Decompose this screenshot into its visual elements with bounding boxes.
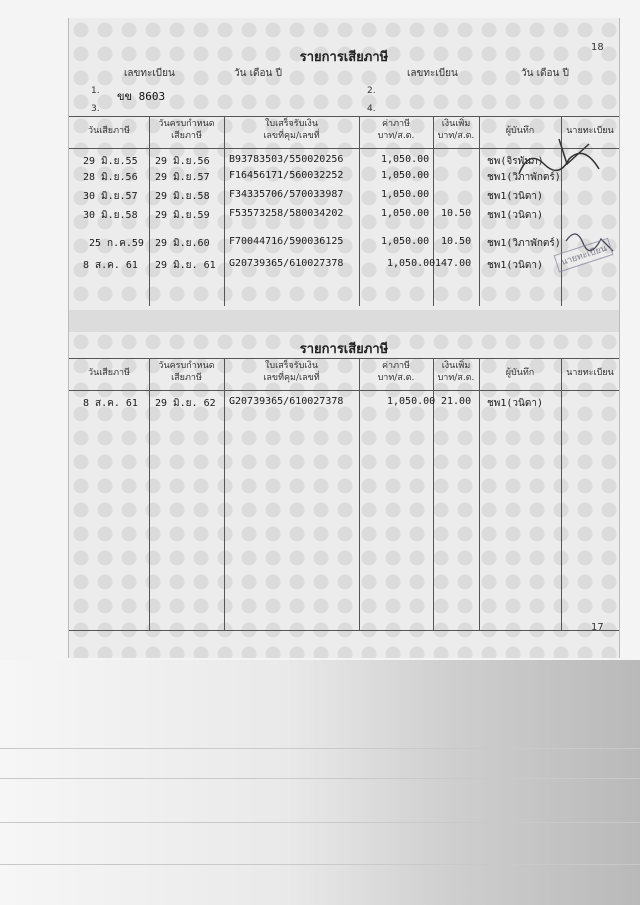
cell-due-date: 29 มิ.ย.59 — [155, 210, 210, 221]
cell-receipt: F53573258/580034202 — [229, 208, 344, 219]
reg-index-2: 2. — [367, 86, 376, 96]
section2-table — [69, 358, 619, 630]
date1-label: วัน เดือน ปี — [234, 68, 282, 79]
scan-artifact-line — [0, 778, 640, 779]
cell-due-date: 29 มิ.ย.57 — [155, 172, 210, 183]
cell-due-date: 29 มิ.ย.56 — [155, 156, 210, 167]
th-pay-date: วันเสียภาษี — [88, 368, 130, 378]
th-due-date: วันครบกำหนด เสียภาษี — [158, 119, 215, 141]
scan-artifact-line — [0, 822, 640, 823]
cell-due-date: 29 มิ.ย. 62 — [155, 398, 216, 409]
cell-recorder: ชพ1(วนิดา) — [487, 398, 544, 409]
cell-tax: 1,050.00 — [381, 189, 430, 200]
th-receipt: ใบเสร็จรับเงิน เลขที่คุม/เลขที่ — [263, 361, 320, 383]
registrar-stamp: นายทะเบียน — [554, 238, 614, 273]
scan-shadow — [0, 660, 640, 905]
plate-number: ขข 8603 — [117, 90, 166, 103]
cell-surcharge: 10.50 — [441, 236, 472, 247]
reg-index-4: 4. — [367, 104, 376, 114]
th-tax: ค่าภาษี บาท/ส.ต. — [377, 361, 415, 383]
cell-tax: 1,050.00 — [381, 208, 430, 219]
cell-pay-date: 30 มิ.ย.58 — [83, 210, 138, 221]
cell-recorder: ชพ1(วิภาพักตร์) — [487, 172, 561, 183]
cell-tax: 1,050.00 — [381, 154, 430, 165]
section2-title: รายการเสียภาษี — [299, 342, 389, 357]
th-registrar: นายทะเบียน — [566, 368, 614, 378]
cell-tax: 1,050.00 — [381, 170, 430, 181]
cell-receipt: F16456171/560032252 — [229, 170, 344, 181]
page-number-bottom: 17 — [591, 622, 604, 633]
cell-pay-date: 28 มิ.ย.56 — [83, 172, 138, 183]
cell-pay-date: 8 ส.ค. 61 — [83, 260, 138, 271]
th-recorder: ผู้บันทึก — [505, 368, 535, 378]
signature-mark — [499, 134, 609, 194]
th-recorder: ผู้บันทึก — [505, 126, 535, 136]
cell-recorder: ชพ(จิรพันภ) — [487, 156, 544, 167]
page-number-top: 18 — [591, 42, 604, 53]
cell-recorder: ชพ1(วนิดา) — [487, 210, 544, 221]
cell-due-date: 29 มิ.ย.58 — [155, 191, 210, 202]
cell-receipt: B93783503/550020256 — [229, 154, 344, 165]
cell-recorder: ชพ1(วนิดา) — [487, 260, 544, 271]
cell-pay-date: 30 มิ.ย.57 — [83, 191, 138, 202]
cell-recorder: ชพ1(วิภาพักตร์) — [487, 238, 561, 249]
th-pay-date: วันเสียภาษี — [88, 126, 130, 136]
cell-receipt: F34335706/570033987 — [229, 189, 344, 200]
cell-recorder: ชพ1(วนิดา) — [487, 191, 544, 202]
reg-index-3: 3. — [91, 104, 100, 114]
section1-table — [69, 116, 619, 306]
cell-surcharge: 147.00 — [435, 258, 472, 269]
cell-surcharge: 21.00 — [441, 396, 472, 407]
section-separator — [69, 310, 619, 332]
th-tax: ค่าภาษี บาท/ส.ต. — [377, 119, 415, 141]
reg2-label: เลขทะเบียน — [407, 68, 458, 79]
cell-surcharge: 10.50 — [441, 208, 472, 219]
scan-artifact-line — [0, 748, 640, 749]
th-surcharge: เงินเพิ่ม บาท/ส.ต. — [437, 119, 475, 141]
th-surcharge: เงินเพิ่ม บาท/ส.ต. — [437, 361, 475, 383]
th-due-date: วันครบกำหนด เสียภาษี — [158, 361, 215, 383]
cell-receipt: F70044716/590036125 — [229, 236, 344, 247]
reg1-label: เลขทะเบียน — [124, 68, 175, 79]
cell-receipt: G20739365/610027378 — [229, 258, 344, 269]
reg-index-1: 1. — [91, 86, 100, 96]
cell-due-date: 29 มิ.ย. 61 — [155, 260, 216, 271]
tax-record-page — [68, 18, 620, 658]
cell-tax: 1,050.00 — [387, 258, 436, 269]
section1-title: รายการเสียภาษี — [299, 50, 389, 65]
cell-pay-date: 25 ก.ค.59 — [89, 238, 144, 249]
cell-tax: 1,050.00 — [381, 236, 430, 247]
th-registrar: นายทะเบียน — [566, 126, 614, 136]
cell-due-date: 29 มิ.ย.60 — [155, 238, 210, 249]
th-receipt: ใบเสร็จรับเงิน เลขที่คุม/เลขที่ — [263, 119, 320, 141]
cell-tax: 1,050.00 — [387, 396, 436, 407]
scan-artifact-line — [0, 864, 640, 865]
date2-label: วัน เดือน ปี — [521, 68, 569, 79]
cell-pay-date: 29 มิ.ย.55 — [83, 156, 138, 167]
cell-receipt: G20739365/610027378 — [229, 396, 344, 407]
cell-pay-date: 8 ส.ค. 61 — [83, 398, 138, 409]
